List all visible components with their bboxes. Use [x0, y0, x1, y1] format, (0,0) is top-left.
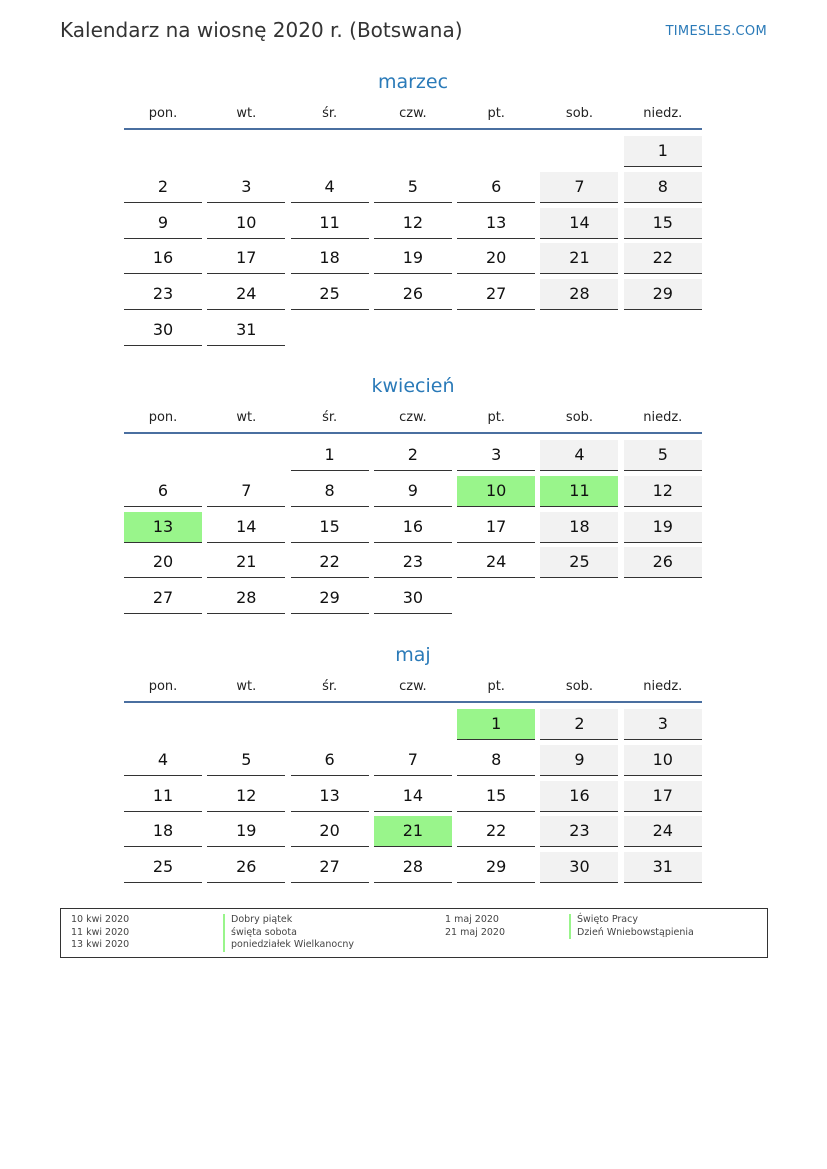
day-cell: 14 — [207, 512, 285, 543]
weekday-label: czw. — [399, 410, 427, 425]
weekday-header — [124, 677, 702, 703]
day-cell: 20 — [457, 243, 535, 274]
day-cell: 2 — [540, 709, 618, 740]
weekday-label: pon. — [148, 410, 178, 425]
weekday-label: pt. — [487, 410, 505, 425]
day-cell: 24 — [207, 279, 285, 310]
day-cell: 21 — [207, 547, 285, 578]
day-cell: 14 — [374, 781, 452, 812]
day-cell: 26 — [624, 547, 702, 578]
day-cell: 24 — [457, 547, 535, 578]
day-grid — [124, 136, 702, 346]
day-cell: 22 — [291, 547, 369, 578]
day-cell: 28 — [374, 852, 452, 883]
day-cell: 16 — [124, 243, 202, 274]
day-cell: 20 — [124, 547, 202, 578]
month-may — [124, 641, 702, 883]
day-cell: 19 — [374, 243, 452, 274]
day-cell: 15 — [291, 512, 369, 543]
day-cell: 10 — [457, 476, 535, 507]
day-cell: 15 — [457, 781, 535, 812]
day-cell: 1 — [457, 709, 535, 740]
empty-cell — [540, 136, 618, 167]
day-cell: 8 — [624, 172, 702, 203]
weekday-label: śr. — [322, 679, 338, 694]
weekday-label: pon. — [148, 679, 178, 694]
day-cell: 31 — [624, 852, 702, 883]
day-cell: 12 — [374, 208, 452, 239]
legend-date: 13 kwi 2020 — [71, 939, 130, 950]
weekday-label: czw. — [399, 106, 427, 121]
legend-holiday-name: Święto Pracy — [569, 914, 694, 927]
day-cell: 26 — [374, 279, 452, 310]
day-cell: 30 — [540, 852, 618, 883]
day-cell: 23 — [540, 816, 618, 847]
month-name: maj — [395, 644, 431, 666]
day-cell: 7 — [374, 745, 452, 776]
day-cell: 29 — [291, 583, 369, 614]
day-cell: 7 — [207, 476, 285, 507]
day-cell: 24 — [624, 816, 702, 847]
legend-right-names — [569, 914, 694, 939]
day-cell: 25 — [540, 547, 618, 578]
day-cell: 2 — [124, 172, 202, 203]
day-cell: 3 — [457, 440, 535, 471]
empty-cell — [207, 136, 285, 167]
day-cell: 25 — [124, 852, 202, 883]
weekday-label: niedz. — [643, 106, 683, 121]
weekday-label: pt. — [487, 679, 505, 694]
day-cell: 4 — [124, 745, 202, 776]
day-cell: 18 — [540, 512, 618, 543]
legend-date: 1 maj 2020 — [445, 914, 499, 925]
day-cell: 18 — [291, 243, 369, 274]
weekday-label: wt. — [236, 106, 257, 121]
day-cell: 11 — [291, 208, 369, 239]
day-grid — [124, 440, 702, 614]
day-cell: 31 — [207, 315, 285, 346]
day-cell: 4 — [291, 172, 369, 203]
day-cell: 13 — [457, 208, 535, 239]
weekday-label: czw. — [399, 679, 427, 694]
day-cell: 27 — [124, 583, 202, 614]
empty-cell — [124, 440, 202, 471]
day-cell: 29 — [457, 852, 535, 883]
day-cell: 28 — [540, 279, 618, 310]
day-cell: 30 — [124, 315, 202, 346]
empty-cell — [457, 136, 535, 167]
day-grid — [124, 709, 702, 883]
legend-left-dates — [71, 914, 129, 952]
day-cell: 20 — [291, 816, 369, 847]
empty-cell — [374, 709, 452, 740]
legend-holiday-name: Dobry piątek — [223, 914, 354, 927]
day-cell: 26 — [207, 852, 285, 883]
page-title: Kalendarz na wiosnę 2020 r. (Botswana) — [60, 18, 463, 42]
day-cell: 6 — [291, 745, 369, 776]
day-cell: 23 — [124, 279, 202, 310]
day-cell: 17 — [624, 781, 702, 812]
day-cell: 17 — [207, 243, 285, 274]
day-cell: 12 — [624, 476, 702, 507]
legend-holiday-name: święta sobota — [223, 927, 354, 940]
day-cell: 9 — [540, 745, 618, 776]
empty-cell — [124, 709, 202, 740]
weekday-label: śr. — [322, 106, 338, 121]
empty-cell — [291, 136, 369, 167]
empty-cell — [207, 440, 285, 471]
weekday-label: wt. — [236, 410, 257, 425]
day-cell: 22 — [457, 816, 535, 847]
day-cell: 5 — [207, 745, 285, 776]
day-cell: 25 — [291, 279, 369, 310]
month-march — [124, 68, 702, 346]
day-cell: 6 — [124, 476, 202, 507]
day-cell: 16 — [374, 512, 452, 543]
day-cell: 11 — [124, 781, 202, 812]
day-cell: 21 — [374, 816, 452, 847]
weekday-label: niedz. — [643, 679, 683, 694]
day-cell: 5 — [374, 172, 452, 203]
day-cell: 7 — [540, 172, 618, 203]
empty-cell — [124, 136, 202, 167]
weekday-label: pt. — [487, 106, 505, 121]
day-cell: 16 — [540, 781, 618, 812]
day-cell: 5 — [624, 440, 702, 471]
day-cell: 9 — [374, 476, 452, 507]
empty-cell — [291, 709, 369, 740]
legend-holiday-name: poniedziałek Wielkanocny — [223, 939, 354, 952]
weekday-label: śr. — [322, 410, 338, 425]
day-cell: 2 — [374, 440, 452, 471]
day-cell: 19 — [207, 816, 285, 847]
weekday-header — [124, 408, 702, 434]
day-cell: 4 — [540, 440, 618, 471]
legend-right-dates — [445, 914, 505, 939]
legend-date: 21 maj 2020 — [445, 926, 506, 938]
weekday-label: niedz. — [643, 410, 683, 425]
day-cell: 1 — [291, 440, 369, 471]
day-cell: 3 — [207, 172, 285, 203]
weekday-label: sob. — [565, 410, 594, 425]
day-cell: 28 — [207, 583, 285, 614]
legend-date: 10 kwi 2020 — [71, 914, 130, 925]
day-cell: 10 — [207, 208, 285, 239]
day-cell: 29 — [624, 279, 702, 310]
day-cell: 1 — [624, 136, 702, 167]
day-cell: 10 — [624, 745, 702, 776]
day-cell: 23 — [374, 547, 452, 578]
day-cell: 13 — [124, 512, 202, 543]
legend-left-names — [223, 914, 354, 952]
day-cell: 8 — [457, 745, 535, 776]
weekday-label: wt. — [236, 679, 257, 694]
day-cell: 21 — [540, 243, 618, 274]
legend-holiday-name: Dzień Wniebowstąpienia — [569, 927, 694, 940]
day-cell: 3 — [624, 709, 702, 740]
day-cell: 6 — [457, 172, 535, 203]
month-name: kwiecień — [371, 375, 455, 397]
day-cell: 18 — [124, 816, 202, 847]
day-cell: 27 — [291, 852, 369, 883]
weekday-header — [124, 104, 702, 130]
day-cell: 30 — [374, 583, 452, 614]
weekday-label: sob. — [565, 106, 594, 121]
legend-date: 11 kwi 2020 — [71, 926, 130, 938]
day-cell: 9 — [124, 208, 202, 239]
weekday-label: pon. — [148, 106, 178, 121]
day-cell: 14 — [540, 208, 618, 239]
holiday-legend — [60, 908, 768, 958]
empty-cell — [207, 709, 285, 740]
brand-link[interactable]: TIMESLES.COM — [665, 24, 767, 39]
day-cell: 15 — [624, 208, 702, 239]
day-cell: 17 — [457, 512, 535, 543]
empty-cell — [374, 136, 452, 167]
day-cell: 12 — [207, 781, 285, 812]
day-cell: 27 — [457, 279, 535, 310]
day-cell: 19 — [624, 512, 702, 543]
day-cell: 22 — [624, 243, 702, 274]
day-cell: 13 — [291, 781, 369, 812]
month-april — [124, 372, 702, 614]
month-name: marzec — [377, 71, 449, 93]
day-cell: 8 — [291, 476, 369, 507]
day-cell: 11 — [540, 476, 618, 507]
weekday-label: sob. — [565, 679, 594, 694]
